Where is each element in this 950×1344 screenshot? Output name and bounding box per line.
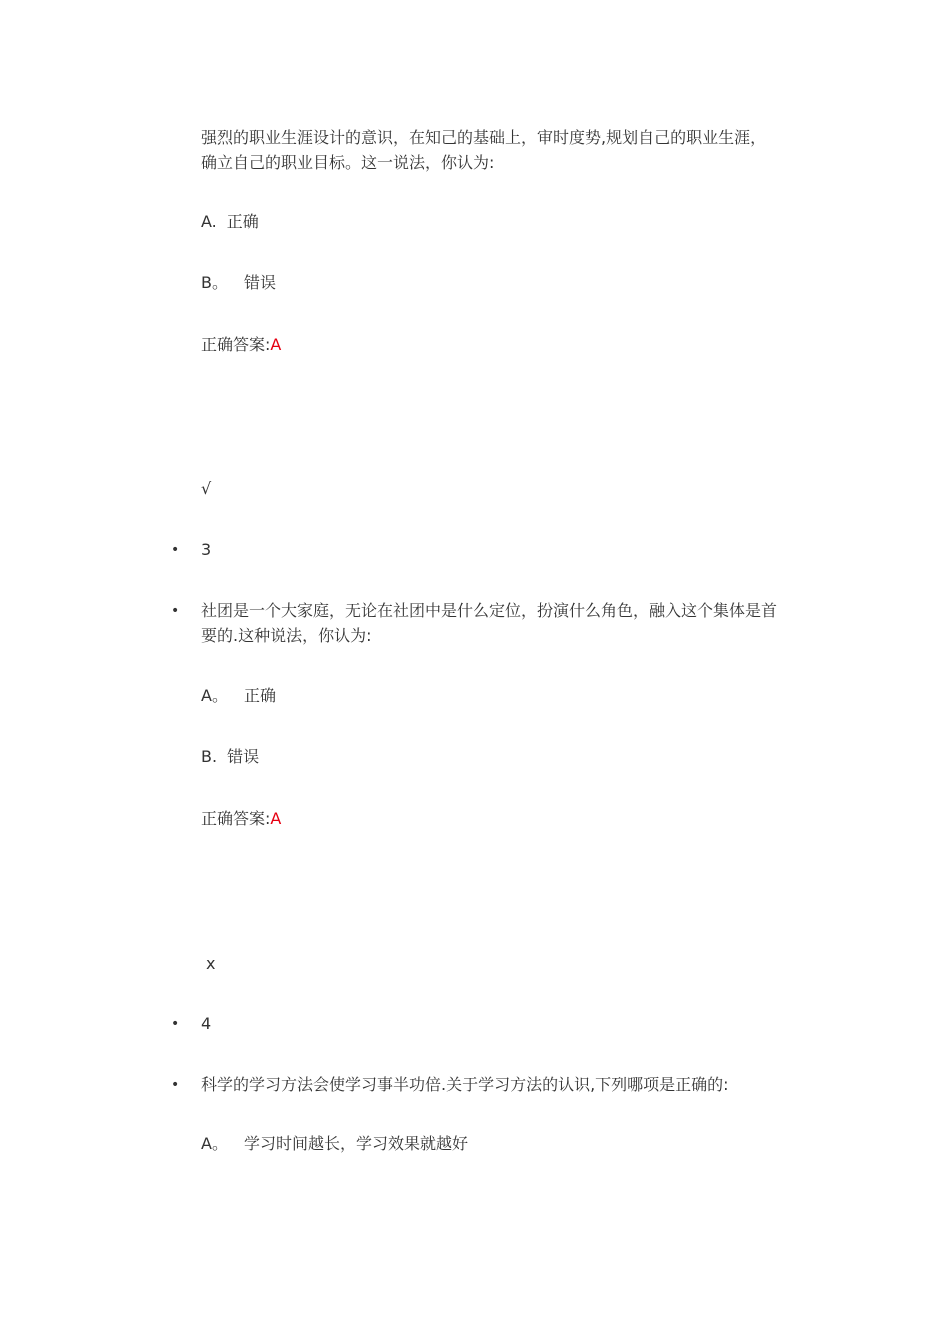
q4-text-line1: 科学的学习方法会使学习事半功倍.关于学习方法的认识,下列哪项是正确的: xyxy=(201,1075,729,1094)
q2-option-a xyxy=(201,210,259,234)
q3-text-line1: 社团是一个大家庭，无论在社团中是什么定位，扮演什么角色，融入这个集体是首 xyxy=(201,601,778,620)
q3-option-b xyxy=(201,745,259,769)
q2-text-line1: 强烈的职业生涯设计的意识，在知己的基础上，审时度势,规划自己的职业生涯， xyxy=(201,128,767,147)
q2-answer-value: A xyxy=(270,335,282,354)
q4-text-bullet: • xyxy=(171,1077,180,1093)
q2-option-a-label: A. xyxy=(201,212,217,231)
q3-answer xyxy=(201,807,281,831)
q3-option-a-text: 正确 xyxy=(243,686,276,705)
q2-option-b xyxy=(201,271,276,295)
q2-text-line2: 确立自己的职业目标。这一说法，你认为: xyxy=(201,153,495,172)
q2-option-a-text: 正确 xyxy=(226,212,259,231)
q4-option-a-text: 学习时间越长，学习效果就越好 xyxy=(243,1134,468,1153)
q3-answer-value: A xyxy=(270,809,282,828)
q3-text-bullet: • xyxy=(171,603,180,619)
q3-option-a-label: A。 xyxy=(201,686,228,705)
q2-option-b-text: 错误 xyxy=(243,273,276,292)
q2-answer xyxy=(201,333,281,357)
q3-option-a xyxy=(201,684,276,708)
q3-number: 3 xyxy=(201,540,212,559)
q2-answer-label: 正确答案: xyxy=(201,335,271,354)
q3-result-mark: x xyxy=(206,954,216,973)
q3-answer-label: 正确答案: xyxy=(201,809,271,828)
q3-option-b-label: B. xyxy=(201,747,218,766)
q4-number: 4 xyxy=(201,1014,212,1033)
q2-option-b-label: B。 xyxy=(201,273,228,292)
q4-number-bullet: • xyxy=(171,1016,180,1032)
q3-number-bullet: • xyxy=(171,542,180,558)
q3-option-b-text: 错误 xyxy=(227,747,260,766)
q4-option-a-label: A。 xyxy=(201,1134,228,1153)
q2-result-mark: √ xyxy=(201,479,212,498)
q3-text-line2: 要的.这种说法，你认为: xyxy=(201,626,372,645)
q4-option-a xyxy=(201,1132,468,1156)
